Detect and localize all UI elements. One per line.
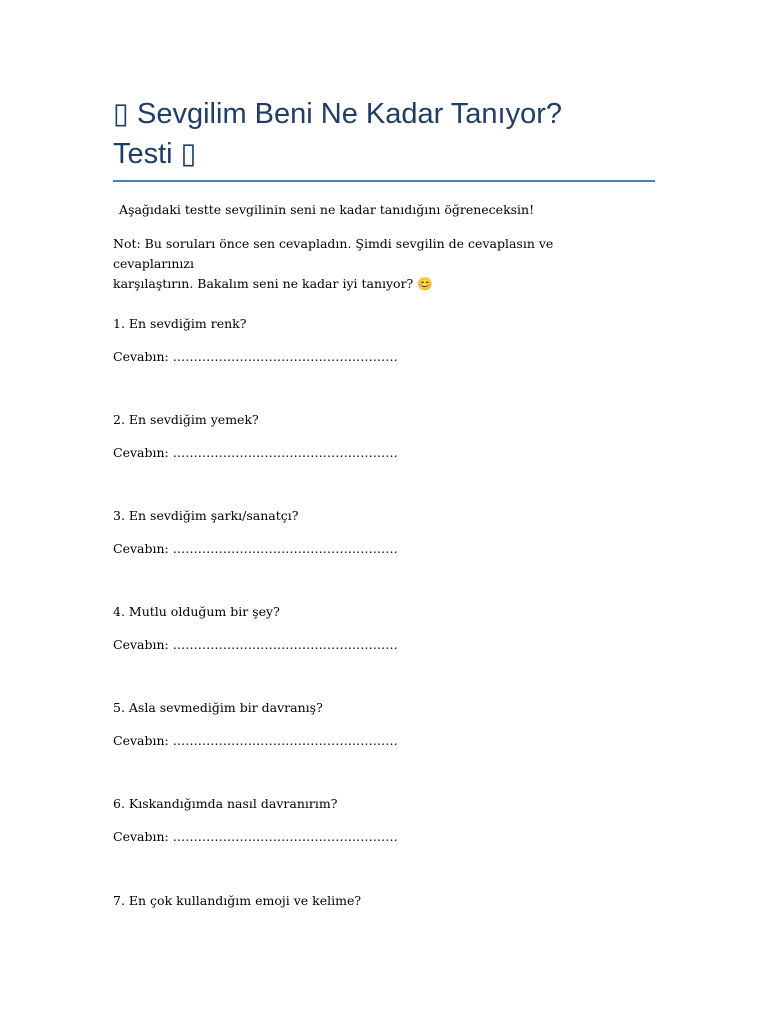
- question-3: 3. En sevdiğim şarkı/sanatçı?: [113, 508, 299, 523]
- answer-1: Cevabın: ………………………………………………: [113, 349, 398, 364]
- answer-2: Cevabın: ………………………………………………: [113, 445, 398, 460]
- question-5: 5. Asla sevmediğim bir davranış?: [113, 700, 323, 715]
- question-7: 7. En çok kullandığım emoji ve kelime?: [113, 893, 362, 908]
- note-line-1: Not: Bu soruları önce sen cevapladın. Şimdi sevgilin de cevaplasın ve cevaplarınızı: [113, 236, 554, 271]
- question-2: 2. En sevdiğim yemek?: [113, 412, 259, 427]
- title-line-1: ▯ Sevgilim Beni Ne Kadar Tanıyor?: [113, 98, 563, 130]
- answer-6: Cevabın: ………………………………………………: [113, 829, 398, 844]
- title-underline: [113, 180, 655, 182]
- question-6: 6. Kıskandığımda nasıl davranırım?: [113, 796, 338, 811]
- intro-text: Aşağıdaki testte sevgilinin seni ne kadar tanıdığını öğreneceksin!: [119, 202, 535, 217]
- answer-3: Cevabın: ………………………………………………: [113, 541, 398, 556]
- document-title: [113, 94, 658, 174]
- note-text: [113, 234, 633, 294]
- question-1: 1. En sevdiğim renk?: [113, 316, 247, 331]
- answer-4: Cevabın: ………………………………………………: [113, 637, 398, 652]
- title-line-2: Testi ▯: [113, 138, 197, 170]
- note-line-2: karşılaştırın. Bakalım seni ne kadar iyi tanıyor? 😊: [113, 276, 433, 291]
- answer-5: Cevabın: ………………………………………………: [113, 733, 398, 748]
- question-4: 4. Mutlu olduğum bir şey?: [113, 604, 280, 619]
